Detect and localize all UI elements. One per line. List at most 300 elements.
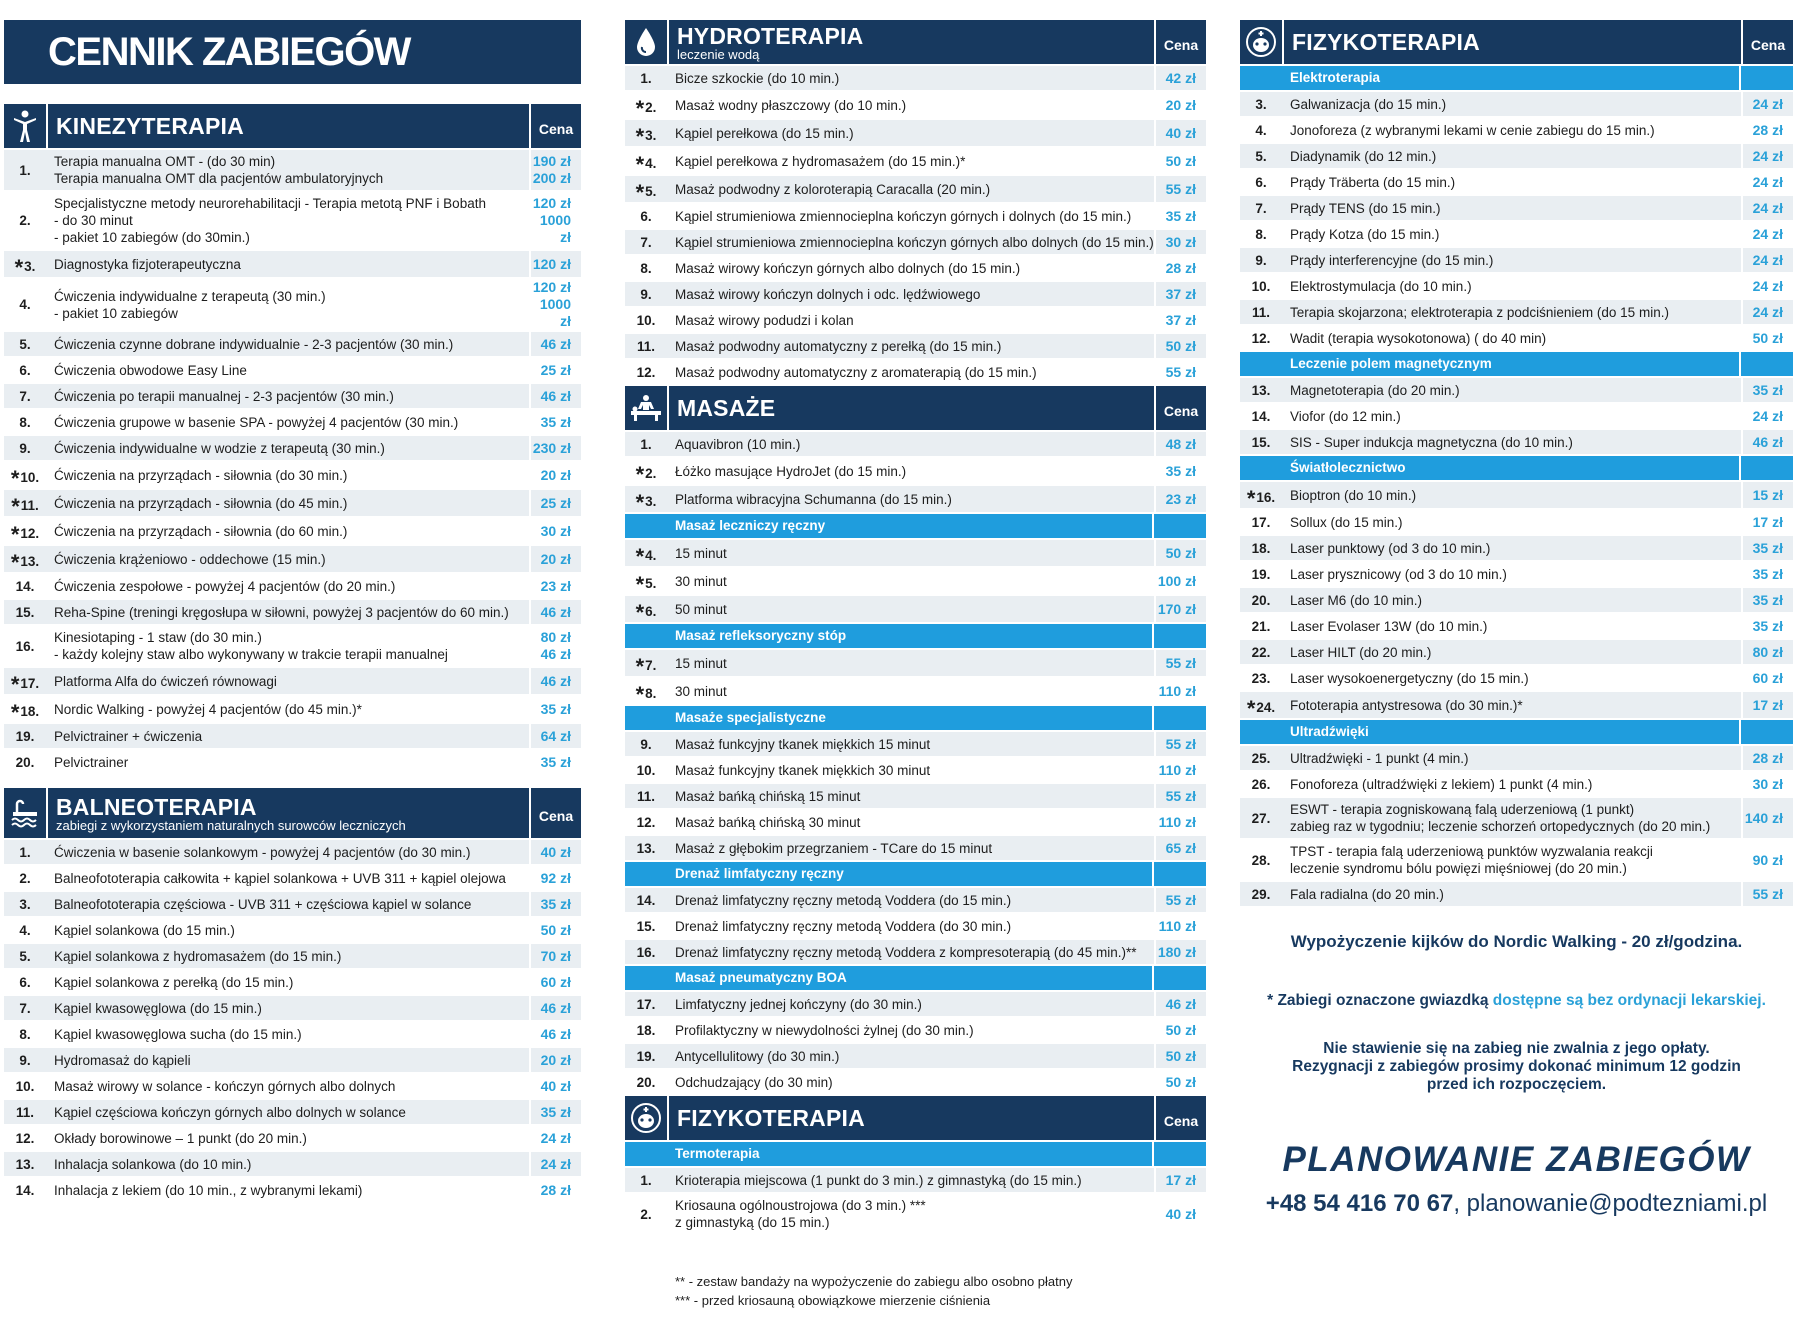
description-line: Ćwiczenia na przyrządach - siłownia (do 60 min.) (54, 523, 348, 539)
asterisk-marker: * (10, 466, 20, 491)
row-price (1154, 148, 1206, 174)
asterisk-marker: * (10, 700, 20, 725)
row-number-text: 11. (20, 498, 39, 513)
section-title-block (1284, 20, 1741, 64)
price-row (4, 724, 581, 748)
description-line: Masaż funkcyjny tkanek miękkich 30 minut (675, 762, 931, 778)
row-number-text: 6. (1255, 174, 1267, 190)
row-number-text: 6. (640, 208, 652, 224)
price-row (625, 282, 1206, 306)
physio-device-icon (625, 1096, 669, 1140)
row-number (4, 871, 46, 886)
row-number-text: 2. (645, 100, 657, 115)
price-value: 46 zł (540, 603, 571, 620)
price-value: 35 zł (1165, 462, 1196, 479)
row-number-text: 5. (1255, 148, 1267, 164)
row-description (46, 285, 529, 325)
row-price (529, 866, 581, 890)
price-row (1240, 144, 1793, 168)
row-price (529, 696, 581, 722)
price-value: 35 zł (1752, 565, 1783, 582)
row-description (46, 333, 529, 356)
price-row (625, 650, 1206, 679)
subsection-title: Leczenie polem magnetycznym (1290, 356, 1492, 371)
row-price (529, 1074, 581, 1098)
row-number (1240, 201, 1282, 216)
price-row (625, 204, 1206, 228)
row-number-text: 13. (15, 1156, 35, 1172)
price-row (625, 458, 1206, 487)
description-line: Drenaż limfatyczny ręczny metodą Voddera z kompresoterapią (do 45 min.)** (675, 944, 1137, 960)
price-row (4, 1152, 581, 1176)
row-number-text: 7. (19, 388, 31, 404)
description-line: Pelvictrainer (54, 754, 129, 770)
row-price (1741, 482, 1793, 508)
water-drop-icon (625, 20, 669, 64)
price-row (4, 192, 581, 249)
row-description (46, 867, 529, 890)
row-number-text: 8. (1255, 226, 1267, 242)
row-description (1282, 431, 1741, 454)
row-number-text: 3. (645, 494, 657, 509)
description-line: - do 30 minut (54, 213, 133, 228)
row-price (529, 892, 581, 916)
row-number-text: 4. (19, 922, 31, 938)
row-number-text: 10. (20, 470, 40, 485)
price-row (1240, 222, 1793, 246)
row-price (1741, 170, 1793, 194)
description-line: ESWT - terapia zogniskowaną falą uderzeniową (1 punkt) (1290, 802, 1635, 817)
price-value: 48 zł (1165, 435, 1196, 452)
row-description (46, 548, 529, 571)
section-rows (625, 1142, 1206, 1234)
price-row (625, 732, 1206, 756)
description-line: Nordic Walking - powyżej 4 pacjentów (do 45 min.)* (54, 701, 362, 717)
column-left-sections (4, 104, 581, 1202)
row-number-text: 11. (636, 338, 656, 354)
price-row (4, 1100, 581, 1124)
subsection-spacer (1240, 456, 1282, 480)
price-column-header: Cena (529, 788, 581, 838)
row-number (625, 789, 667, 804)
price-column-header: Cena (1154, 386, 1206, 430)
row-price (1741, 378, 1793, 402)
row-price (529, 574, 581, 598)
section-title-block (48, 788, 529, 838)
row-price (1154, 914, 1206, 938)
subsection-price-spacer (1739, 66, 1793, 90)
description-line: Masaż z głębokim przegrzaniem - TCare do 15 minut (675, 840, 993, 856)
row-number (1240, 383, 1282, 398)
asterisk-marker: * (635, 180, 645, 205)
row-number-text: 4. (645, 548, 657, 563)
row-number-text: 16. (1256, 490, 1276, 505)
price-row (625, 360, 1206, 384)
price-value: 35 zł (1165, 207, 1196, 224)
section-title-block (669, 20, 1154, 64)
section-header (4, 104, 581, 148)
row-description (667, 542, 1154, 565)
price-value: 46 zł (1752, 433, 1783, 450)
subsection-title: Ultradźwięki (1290, 724, 1369, 739)
row-number-text: 5. (19, 948, 31, 964)
section-rows (4, 150, 581, 774)
description-line: Kinesiotaping - 1 staw (do 30 min.) (54, 630, 262, 645)
subsection-spacer (625, 966, 667, 990)
description-line: Laser Evolaser 13W (do 10 min.) (1290, 618, 1488, 634)
price-value: 20 zł (540, 550, 571, 567)
planning-title: PLANOWANIE ZABIEGÓW (1282, 1140, 1751, 1179)
price-column-header: Cena (529, 104, 581, 148)
price-row (1240, 92, 1793, 116)
row-price (1741, 510, 1793, 534)
subsection-price-spacer (1152, 1142, 1206, 1166)
row-description (667, 178, 1154, 201)
price-row (1240, 404, 1793, 428)
price-value: 42 zł (1165, 69, 1196, 86)
price-row (625, 1168, 1206, 1192)
cancellation-line: Nie stawienie się na zabieg nie zwalnia z jego opłaty. (1323, 1040, 1710, 1057)
row-number (1240, 305, 1282, 320)
row-number (4, 251, 46, 280)
price-value: 55 zł (1165, 180, 1196, 197)
price-row (1240, 430, 1793, 454)
price-value: 23 zł (540, 577, 571, 594)
price-row (625, 148, 1206, 177)
row-description (667, 67, 1154, 90)
row-number-text: 3. (645, 128, 657, 143)
row-description (46, 464, 529, 487)
section-kinezyterapia (4, 104, 581, 774)
water-drop-icon-graphic (634, 26, 658, 58)
row-description (667, 733, 1154, 756)
price-row (625, 308, 1206, 332)
price-row (4, 1178, 581, 1202)
email-address[interactable]: , planowanie@podtezniami.pl (1453, 1190, 1768, 1217)
section-header (1240, 20, 1793, 64)
row-description (1282, 301, 1741, 324)
description-line: Masaż wirowy kończyn górnych albo dolnych (do 15 min.) (675, 260, 1021, 276)
row-description (46, 841, 529, 864)
description-line: Kąpiel perełkowa z hydromasażem (do 15 min.)* (675, 153, 966, 169)
price-value: 230 zł (532, 439, 571, 456)
row-price (1154, 66, 1206, 90)
price-value: 40 zł (1165, 124, 1196, 141)
description-line: Diadynamik (do 12 min.) (1290, 148, 1437, 164)
row-number-text: 21. (1251, 618, 1271, 634)
row-number-text: 5. (645, 576, 657, 591)
massage-table-icon-graphic (629, 394, 663, 422)
row-number-text: 9. (19, 440, 31, 456)
description-line: Ćwiczenia w basenie solankowym - powyżej 4 pacjentów (do 30 min.) (54, 844, 471, 860)
row-description (667, 993, 1154, 1016)
row-number (1240, 149, 1282, 164)
row-price (1154, 888, 1206, 912)
row-number (1240, 409, 1282, 424)
row-description (46, 1023, 529, 1046)
row-number-text: 4. (645, 156, 657, 171)
price-row (4, 384, 581, 408)
description-line: Odchudzający (do 30 min) (675, 1074, 833, 1090)
bath-icon (4, 788, 48, 838)
subsection-price-spacer (1739, 720, 1793, 744)
row-number (625, 945, 667, 960)
section-rows (625, 66, 1206, 384)
price-row (625, 810, 1206, 834)
price-row (1240, 692, 1793, 721)
row-description (667, 488, 1154, 511)
row-number (4, 975, 46, 990)
description-line: Ćwiczenia na przyrządach - siłownia (do 30 min.) (54, 467, 348, 483)
price-row (625, 334, 1206, 358)
subsection-spacer (1240, 66, 1282, 90)
description-line: Kąpiel kwasowęglowa sucha (do 15 min.) (54, 1026, 302, 1042)
description-line: Limfatyczny jednej kończyny (do 30 min.) (675, 996, 922, 1012)
price-value: 50 zł (1752, 329, 1783, 346)
row-number-text: 5. (19, 336, 31, 352)
row-number (625, 1049, 667, 1064)
row-description (1282, 694, 1741, 717)
cancellation-line: Rezygnacji z zabiegów prosimy dokonać minimum 12 godzin (1292, 1058, 1741, 1075)
row-number (4, 337, 46, 352)
description-line: 15 minut (675, 545, 727, 561)
row-price (529, 436, 581, 460)
row-price (1741, 640, 1793, 664)
description-line: Bicze szkockie (do 10 min.) (675, 70, 840, 86)
price-row (1240, 274, 1793, 298)
row-price (1741, 562, 1793, 586)
subsection-price-spacer (1152, 966, 1206, 990)
row-description (1282, 798, 1741, 838)
description-line: Masaż bańką chińską 15 minut (675, 788, 861, 804)
description-line: - każdy kolejny staw albo wykonywany w trakcie terapii manualnej (54, 647, 448, 662)
row-price (529, 1100, 581, 1124)
row-description (46, 725, 529, 748)
description-line: Łóżko masujące HydroJet (do 15 min.) (675, 463, 907, 479)
price-value: 35 zł (540, 700, 571, 717)
subsection-header (625, 966, 1206, 990)
description-line: Masaż wirowy kończyn dolnych i odc. lędźwiowego (675, 286, 981, 302)
row-price (529, 279, 581, 330)
subsection-price-spacer (1152, 624, 1206, 648)
row-description (46, 997, 529, 1020)
description-line: Platforma wibracyjna Schumanna (do 15 min.) (675, 491, 952, 507)
row-number-text: 2. (19, 870, 31, 886)
row-description (46, 492, 529, 515)
price-row (1240, 840, 1793, 880)
row-number (625, 737, 667, 752)
price-value: 180 zł (1157, 943, 1196, 960)
row-number (625, 841, 667, 856)
price-value: 35 zł (1752, 381, 1783, 398)
row-description (46, 1049, 529, 1072)
row-description (46, 253, 529, 276)
price-row (1240, 666, 1793, 690)
row-description (1282, 641, 1741, 664)
row-description (667, 1071, 1154, 1094)
row-number (625, 437, 667, 452)
row-number-text: 12. (636, 814, 656, 830)
row-description (667, 889, 1154, 912)
row-price (1741, 666, 1793, 690)
row-number-text: 24. (1256, 700, 1276, 715)
row-number-text: 2. (640, 1206, 652, 1222)
row-number (4, 1183, 46, 1198)
description-line: Masaż podwodny automatyczny z perełką (do 15 min.) (675, 338, 1002, 354)
row-number (625, 763, 667, 778)
row-price (1741, 326, 1793, 350)
description-line: Ćwiczenia na przyrządach - siłownia (do 45 min.) (54, 495, 348, 511)
subsection-spacer (625, 706, 667, 730)
row-description (46, 971, 529, 994)
price-row (4, 251, 581, 280)
row-number-text: 13. (1251, 382, 1271, 398)
row-number-text: 18. (636, 1022, 656, 1038)
price-value: 24 zł (1752, 173, 1783, 190)
row-number-text: 20. (15, 754, 35, 770)
row-number (4, 729, 46, 744)
section-rows (625, 432, 1206, 1094)
row-number-text: 17. (636, 996, 656, 1012)
row-number (4, 1053, 46, 1068)
price-row (1240, 118, 1793, 142)
description-line: - pakiet 10 zabiegów (54, 305, 178, 321)
description-line: - pakiet 10 zabiegów (do 30min.) (54, 230, 250, 245)
row-number (1240, 567, 1282, 582)
description-line: Kriosauna ogólnoustrojowa (do 3 min.) *** (675, 1198, 926, 1213)
physio-device-icon-graphic (1245, 26, 1277, 58)
row-description (46, 1179, 529, 1202)
price-row (4, 332, 581, 356)
price-row (625, 1070, 1206, 1094)
row-number-text: 1. (640, 436, 652, 452)
row-number-text: 20. (636, 1074, 656, 1090)
price-row (1240, 510, 1793, 534)
star-note (1240, 992, 1793, 1010)
row-price (1154, 432, 1206, 456)
row-number-text: 6. (19, 362, 31, 378)
section-title-block (669, 386, 1154, 430)
row-price (529, 1152, 581, 1176)
price-value: 65 zł (1165, 839, 1196, 856)
row-number (625, 235, 667, 250)
row-description (1282, 145, 1741, 168)
subsection-header (1240, 456, 1793, 480)
section-masaże (625, 386, 1206, 1094)
price-row (625, 914, 1206, 938)
row-description (1282, 171, 1741, 194)
row-price (529, 462, 581, 488)
row-price (1741, 588, 1793, 612)
price-row (1240, 746, 1793, 770)
subsection-spacer (625, 624, 667, 648)
row-price (1154, 596, 1206, 622)
price-row (625, 66, 1206, 90)
row-description (1282, 537, 1741, 560)
subsection-price-spacer (1739, 456, 1793, 480)
row-description (667, 1019, 1154, 1042)
price-row (4, 1048, 581, 1072)
section-subtitle: leczenie wodą (677, 46, 760, 62)
price-value: 110 zł (1158, 761, 1196, 778)
description-line: Bioptron (do 10 min.) (1290, 487, 1417, 503)
section-balneoterapia (4, 788, 581, 1202)
row-description (46, 575, 529, 598)
description-line: Laser HILT (do 20 min.) (1290, 644, 1432, 660)
phone-number[interactable]: +48 54 416 70 67 (1265, 1190, 1454, 1217)
row-description (667, 283, 1154, 306)
row-price (1154, 230, 1206, 254)
column-middle-sections (625, 20, 1206, 1234)
row-description (46, 150, 529, 190)
row-price (1741, 300, 1793, 324)
row-number (4, 605, 46, 620)
row-number (1240, 619, 1282, 634)
row-number-text: 11. (15, 1104, 35, 1120)
description-line: Drenaż limfatyczny ręczny metodą Voddera (do 30 min.) (675, 918, 1012, 934)
asterisk-marker: * (635, 682, 645, 707)
row-number (1240, 253, 1282, 268)
price-column-header: Cena (1154, 20, 1206, 64)
price-row (4, 279, 581, 330)
row-price (1154, 458, 1206, 484)
price-value: 46 zł (540, 999, 571, 1016)
row-description (1282, 379, 1741, 402)
price-row (4, 358, 581, 382)
row-number-text: 10. (1251, 278, 1271, 294)
price-value: 120 zł (532, 279, 571, 295)
row-number (4, 518, 46, 547)
section-title: MASAŻE (677, 395, 776, 421)
row-description (667, 257, 1154, 280)
description-line: Kąpiel perełkowa (do 15 min.) (675, 125, 854, 141)
subsection-title: Światłolecznictwo (1290, 460, 1406, 475)
row-number (625, 209, 667, 224)
price-row (4, 892, 581, 916)
row-price (529, 150, 581, 190)
price-value: 55 zł (1165, 363, 1196, 380)
price-row (1240, 300, 1793, 324)
subsection-header (1240, 720, 1793, 744)
price-row (4, 750, 581, 774)
subsection-price-spacer (1739, 352, 1793, 376)
row-price (1154, 1070, 1206, 1094)
row-description (1282, 327, 1741, 350)
description-line: Masaż podwodny automatyczny z aromaterapią (do 15 min.) (675, 364, 1037, 380)
row-price (1741, 536, 1793, 560)
row-number-text: 9. (640, 736, 652, 752)
row-price (1154, 308, 1206, 332)
row-description (1282, 93, 1741, 116)
row-number (4, 1001, 46, 1016)
person-stretch-icon (4, 104, 48, 148)
row-description (46, 520, 529, 543)
price-value: 50 zł (540, 921, 571, 938)
price-value: 30 zł (540, 522, 571, 539)
row-description (1282, 119, 1741, 142)
bath-icon-graphic (10, 798, 40, 828)
row-number-text: 14. (15, 578, 35, 594)
description-line: Prądy TENS (do 15 min.) (1290, 200, 1441, 216)
subsection-spacer (625, 514, 667, 538)
row-price (1154, 784, 1206, 808)
row-description (46, 1153, 529, 1176)
description-line: Ćwiczenia czynne dobrane indywidualnie - 2-3 pacjentów (30 min.) (54, 336, 454, 352)
row-number (4, 668, 46, 697)
row-description (667, 811, 1154, 834)
price-value: 17 zł (1752, 696, 1783, 713)
row-number (625, 1173, 667, 1188)
